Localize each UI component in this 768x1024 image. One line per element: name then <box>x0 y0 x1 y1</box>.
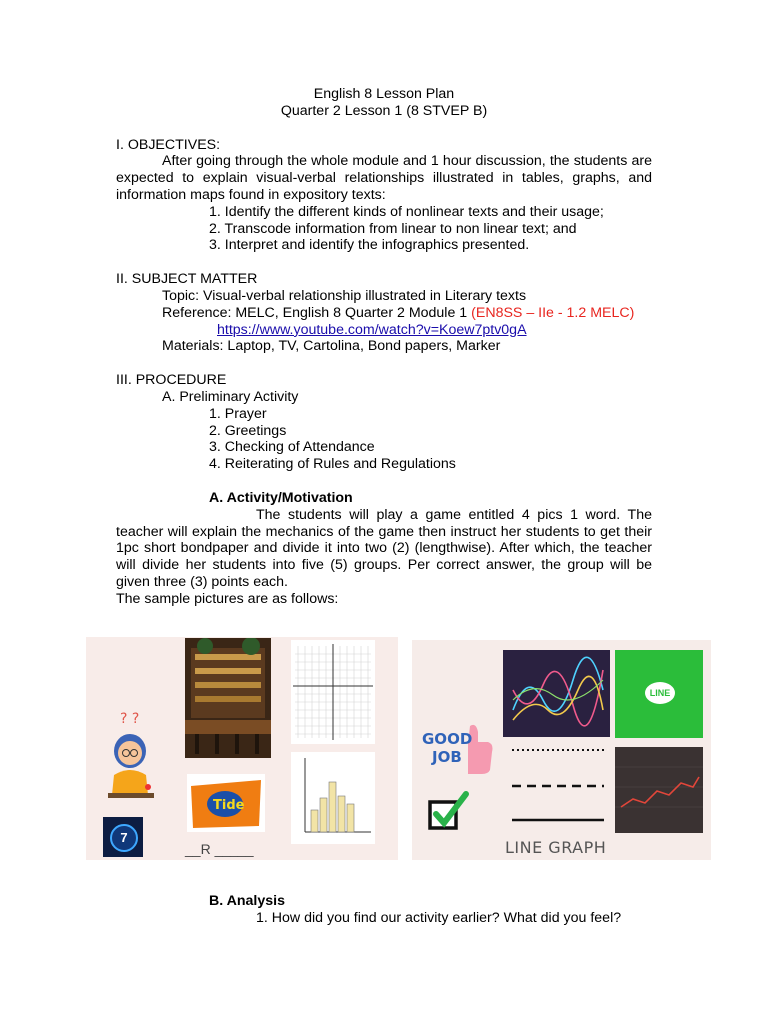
line-graph-answer: LINE GRAPH <box>505 838 607 857</box>
check-box-icon <box>426 790 470 834</box>
analysis-question: 1. How did you find our activity earlier? What did you feel? <box>256 909 622 926</box>
procedure-item: 4. Reiterating of Rules and Regulations <box>209 456 456 473</box>
objectives-intro: After going through the whole module and 1 hour discussion, the students are expected to explain visual-verbal relationships illustrated in tables, graphs, and information maps found in expository texts: <box>116 153 652 203</box>
tide-label: Tide <box>213 798 245 813</box>
thinking-girl-icon <box>100 707 162 807</box>
bar-chart-image <box>291 752 375 844</box>
procedure-heading: III. PROCEDURE <box>116 372 227 389</box>
thumbs-up-icon <box>418 720 498 776</box>
youtube-link[interactable]: https://www.youtube.com/watch?v=Koew7ptv0gA <box>217 321 527 338</box>
detergent-photo <box>187 774 265 832</box>
blank-answer: __R _____ <box>185 841 254 857</box>
badge-number: 7 <box>110 824 138 852</box>
trend-line-chart-image <box>615 747 703 833</box>
objective-item: 3. Interpret and identify the infographics presented. <box>209 237 530 254</box>
procedure-item: 1. Prayer <box>209 405 267 422</box>
objectives-heading: I. OBJECTIVES: <box>116 136 221 153</box>
right-puzzle-image <box>412 640 711 860</box>
preliminary-heading: A. Preliminary Activity <box>162 388 299 405</box>
objective-item: 2. Transcode information from linear to non linear text; and <box>209 220 577 237</box>
activity-body: The students will play a game entitled 4 pics 1 word. The teacher will explain the mechanics of the game then instruct her students to get their 1pc short bondpaper and divide it into two (2) (lengthwise). After which, the teacher will divide her students into five (5) groups. Per correct answer, the group will be given three (3) points each. <box>116 506 652 590</box>
materials-line: Materials: Laptop, TV, Cartolina, Bond papers, Marker <box>162 338 501 355</box>
link-line <box>116 322 652 339</box>
reference-line <box>116 305 652 322</box>
left-puzzle-image <box>86 637 398 860</box>
doc-title: English 8 Lesson Plan <box>313 86 455 102</box>
bar-photo <box>185 638 271 758</box>
procedure-item: 2. Greetings <box>209 422 287 439</box>
doc-subtitle: Quarter 2 Lesson 1 (8 STVEP B) <box>280 102 488 119</box>
number-badge <box>103 817 143 857</box>
lesson-body <box>116 86 652 608</box>
sample-line: The sample pictures are as follows: <box>116 590 339 607</box>
line-app-tile <box>615 650 703 738</box>
job-text: JOB <box>432 748 462 766</box>
multi-line-chart-image <box>503 650 610 737</box>
activity-heading: A. Activity/Motivation <box>209 489 353 506</box>
subject-matter-heading: II. SUBJECT MATTER <box>116 271 258 288</box>
procedure-item: 3. Checking of Attendance <box>209 439 375 456</box>
objective-item: 1. Identify the different kinds of nonlinear texts and their usage; <box>209 203 604 220</box>
analysis-heading: B. Analysis <box>209 893 285 909</box>
line-logo-icon: LINE <box>645 682 675 704</box>
topic-line: Topic: Visual-verbal relationship illustrated in Literary texts <box>162 287 527 304</box>
reference-code: (EN8SS – IIe - 1.2 MELC) <box>471 304 635 321</box>
coordinate-grid <box>291 640 375 744</box>
analysis-section <box>209 893 669 927</box>
dashed-lines-image <box>508 740 608 826</box>
good-text: GOOD <box>422 730 473 748</box>
reference-text: Reference: MELC, English 8 Quarter 2 Module 1 <box>162 304 472 321</box>
svg-text:? ?: ? ? <box>120 711 140 727</box>
